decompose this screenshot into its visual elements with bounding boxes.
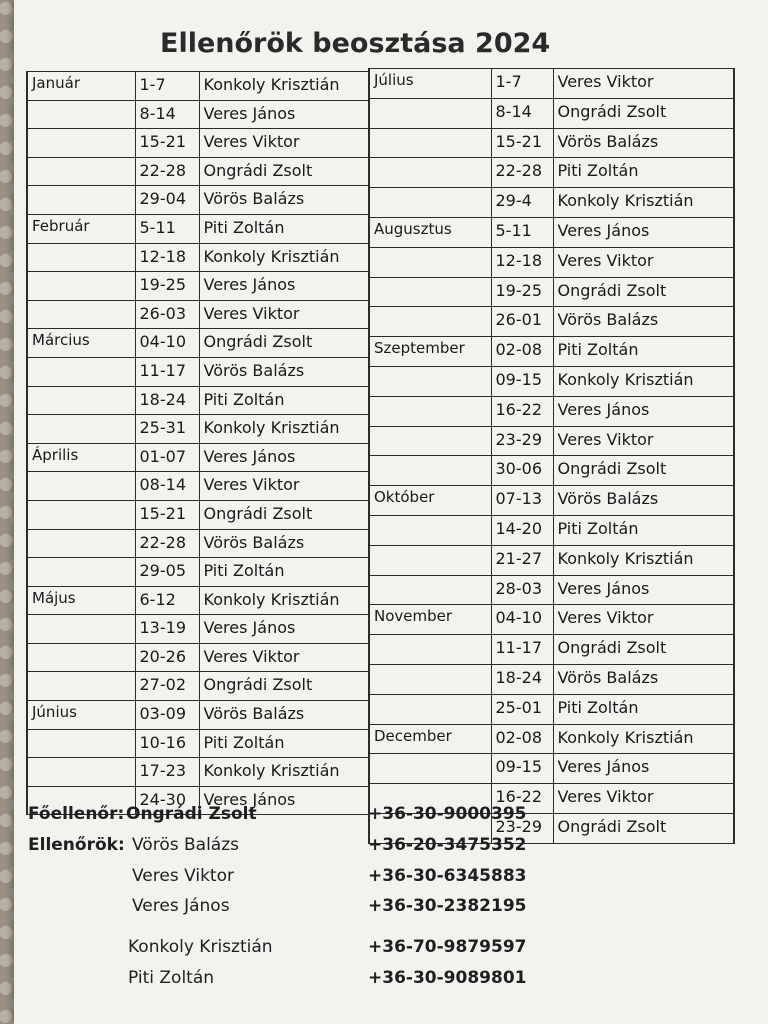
table-row bbox=[369, 754, 734, 784]
month-cell bbox=[27, 157, 135, 186]
inspector-name-cell: Piti Zoltán bbox=[553, 515, 734, 545]
date-range-cell: 18-24 bbox=[135, 386, 199, 415]
inspector-name-cell: Ongrádi Zsolt bbox=[553, 813, 734, 843]
table-row bbox=[27, 157, 369, 186]
date-range-cell: 16-22 bbox=[491, 784, 553, 814]
chief-inspector-label: Főellenőr: bbox=[28, 804, 125, 824]
date-range-cell: 6-12 bbox=[135, 586, 199, 615]
table-row bbox=[369, 98, 734, 128]
month-cell: Április bbox=[27, 443, 135, 472]
month-cell bbox=[369, 128, 491, 158]
inspector-name-cell: Veres Viktor bbox=[199, 300, 369, 329]
inspector-name-cell: Veres János bbox=[553, 754, 734, 784]
date-range-cell: 09-15 bbox=[491, 754, 553, 784]
month-cell: Február bbox=[27, 214, 135, 243]
month-cell bbox=[27, 129, 135, 158]
inspector-name-cell: Veres János bbox=[553, 575, 734, 605]
inspector-name-cell: Veres Viktor bbox=[553, 247, 734, 277]
date-range-cell: 23-29 bbox=[491, 426, 553, 456]
date-range-cell: 28-03 bbox=[491, 575, 553, 605]
table-row bbox=[369, 188, 734, 218]
inspector-name: Konkoly Krisztián bbox=[128, 937, 273, 957]
inspector-name-cell: Piti Zoltán bbox=[199, 558, 369, 587]
schedule-table-left bbox=[26, 71, 370, 815]
inspector-name-cell: Veres Viktor bbox=[553, 605, 734, 635]
inspector-phone: +36-70-9879597 bbox=[368, 937, 527, 957]
table-row bbox=[27, 558, 369, 587]
month-cell bbox=[27, 472, 135, 501]
month-cell bbox=[27, 243, 135, 272]
table-row bbox=[27, 615, 369, 644]
month-cell: December bbox=[369, 724, 491, 754]
inspector-name-cell: Ongrádi Zsolt bbox=[199, 329, 369, 358]
inspector-name-cell: Veres Viktor bbox=[199, 472, 369, 501]
inspector-name-cell: Konkoly Krisztián bbox=[199, 243, 369, 272]
inspector-name-cell: Veres Viktor bbox=[199, 129, 369, 158]
table-row bbox=[27, 415, 369, 444]
month-cell bbox=[27, 558, 135, 587]
table-row bbox=[369, 426, 734, 456]
date-range-cell: 04-10 bbox=[135, 329, 199, 358]
month-cell bbox=[369, 664, 491, 694]
inspector-name-cell: Vörös Balázs bbox=[553, 664, 734, 694]
date-range-cell: 04-10 bbox=[491, 605, 553, 635]
date-range-cell: 02-08 bbox=[491, 337, 553, 367]
inspector-name-cell: Ongrádi Zsolt bbox=[199, 157, 369, 186]
inspector-name-cell: Konkoly Krisztián bbox=[553, 188, 734, 218]
month-cell bbox=[27, 758, 135, 787]
inspector-name-cell: Veres János bbox=[199, 615, 369, 644]
inspector-name-cell: Konkoly Krisztián bbox=[199, 415, 369, 444]
month-cell bbox=[27, 300, 135, 329]
date-range-cell: 5-11 bbox=[491, 217, 553, 247]
page-title: Ellenőrök beosztása 2024 bbox=[160, 28, 551, 59]
table-row bbox=[27, 357, 369, 386]
inspector-name-cell: Piti Zoltán bbox=[553, 337, 734, 367]
date-range-cell: 18-24 bbox=[491, 664, 553, 694]
date-range-cell: 09-15 bbox=[491, 366, 553, 396]
month-cell: Május bbox=[27, 586, 135, 615]
date-range-cell: 19-25 bbox=[135, 272, 199, 301]
table-row bbox=[27, 386, 369, 415]
inspector-name-cell: Veres Viktor bbox=[553, 784, 734, 814]
table-row bbox=[369, 635, 734, 665]
inspector-name-cell: Konkoly Krisztián bbox=[199, 72, 369, 101]
month-cell bbox=[27, 386, 135, 415]
schedule-table-right bbox=[368, 68, 735, 844]
inspector-name-cell: Ongrádi Zsolt bbox=[553, 98, 734, 128]
inspector-phone: +36-30-2382195 bbox=[368, 896, 527, 916]
inspector-name-cell: Veres János bbox=[199, 100, 369, 129]
table-row bbox=[27, 129, 369, 158]
month-cell bbox=[369, 366, 491, 396]
date-range-cell: 11-17 bbox=[135, 357, 199, 386]
month-cell: Szeptember bbox=[369, 337, 491, 367]
date-range-cell: 21-27 bbox=[491, 545, 553, 575]
month-cell bbox=[369, 426, 491, 456]
table-row bbox=[369, 69, 734, 99]
table-row bbox=[27, 586, 369, 615]
month-cell bbox=[369, 575, 491, 605]
inspector-name-cell: Ongrádi Zsolt bbox=[553, 277, 734, 307]
inspector-name-cell: Piti Zoltán bbox=[553, 158, 734, 188]
month-cell bbox=[369, 158, 491, 188]
inspector-name-cell: Piti Zoltán bbox=[553, 694, 734, 724]
month-cell bbox=[369, 545, 491, 575]
month-cell bbox=[369, 277, 491, 307]
inspector-name-cell: Piti Zoltán bbox=[199, 386, 369, 415]
chief-inspector-name: Ongrádi Zsolt bbox=[126, 804, 257, 824]
date-range-cell: 24-30 bbox=[135, 786, 199, 815]
date-range-cell: 30-06 bbox=[491, 456, 553, 486]
table-row bbox=[369, 307, 734, 337]
inspector-name-cell: Veres János bbox=[199, 786, 369, 815]
table-row bbox=[27, 272, 369, 301]
date-range-cell: 26-03 bbox=[135, 300, 199, 329]
inspector-name-cell: Veres Viktor bbox=[199, 643, 369, 672]
date-range-cell: 29-05 bbox=[135, 558, 199, 587]
table-row bbox=[27, 500, 369, 529]
inspector-name-cell: Konkoly Krisztián bbox=[199, 586, 369, 615]
date-range-cell: 11-17 bbox=[491, 635, 553, 665]
date-range-cell: 16-22 bbox=[491, 396, 553, 426]
inspector-name-cell: Veres Viktor bbox=[553, 426, 734, 456]
inspector-name-cell: Veres János bbox=[553, 217, 734, 247]
month-cell bbox=[369, 456, 491, 486]
month-cell: Március bbox=[27, 329, 135, 358]
date-range-cell: 22-28 bbox=[135, 529, 199, 558]
inspector-name-cell: Piti Zoltán bbox=[199, 729, 369, 758]
date-range-cell: 12-18 bbox=[491, 247, 553, 277]
inspector-name-cell: Vörös Balázs bbox=[553, 486, 734, 516]
month-cell: Június bbox=[27, 701, 135, 730]
table-row bbox=[27, 443, 369, 472]
month-cell bbox=[369, 188, 491, 218]
month-cell bbox=[369, 635, 491, 665]
date-range-cell: 12-18 bbox=[135, 243, 199, 272]
date-range-cell: 08-14 bbox=[135, 472, 199, 501]
date-range-cell: 22-28 bbox=[135, 157, 199, 186]
date-range-cell: 10-16 bbox=[135, 729, 199, 758]
table-row bbox=[369, 575, 734, 605]
date-range-cell: 29-4 bbox=[491, 188, 553, 218]
inspector-phone: +36-20-3475352 bbox=[368, 835, 527, 855]
inspector-name: Vörös Balázs bbox=[132, 835, 239, 855]
inspector-name: Veres János bbox=[132, 896, 230, 916]
table-row bbox=[27, 529, 369, 558]
inspector-name-cell: Vörös Balázs bbox=[553, 307, 734, 337]
month-cell bbox=[27, 272, 135, 301]
table-row bbox=[369, 605, 734, 635]
table-row bbox=[27, 329, 369, 358]
inspector-name-cell: Ongrádi Zsolt bbox=[553, 456, 734, 486]
month-cell: Július bbox=[369, 69, 491, 99]
inspector-name-cell: Vörös Balázs bbox=[553, 128, 734, 158]
month-cell bbox=[369, 694, 491, 724]
table-row bbox=[369, 456, 734, 486]
date-range-cell: 8-14 bbox=[491, 98, 553, 128]
table-row bbox=[369, 247, 734, 277]
month-cell bbox=[27, 357, 135, 386]
table-row bbox=[27, 214, 369, 243]
table-row bbox=[27, 472, 369, 501]
date-range-cell: 07-13 bbox=[491, 486, 553, 516]
month-cell bbox=[27, 415, 135, 444]
table-row bbox=[27, 243, 369, 272]
table-row bbox=[27, 672, 369, 701]
table-row bbox=[369, 515, 734, 545]
date-range-cell: 5-11 bbox=[135, 214, 199, 243]
date-range-cell: 15-21 bbox=[135, 500, 199, 529]
inspector-name-cell: Ongrádi Zsolt bbox=[199, 672, 369, 701]
inspector-name-cell: Veres Viktor bbox=[553, 69, 734, 99]
chief-inspector-phone: +36-30-9000395 bbox=[368, 804, 527, 824]
month-cell bbox=[27, 100, 135, 129]
date-range-cell: 17-23 bbox=[135, 758, 199, 787]
inspector-name-cell: Piti Zoltán bbox=[199, 214, 369, 243]
inspector-name-cell: Veres János bbox=[199, 443, 369, 472]
month-cell bbox=[369, 307, 491, 337]
inspector-name-cell: Konkoly Krisztián bbox=[553, 366, 734, 396]
table-row bbox=[369, 337, 734, 367]
month-cell bbox=[27, 615, 135, 644]
month-cell bbox=[369, 396, 491, 426]
table-row bbox=[369, 664, 734, 694]
month-cell bbox=[369, 754, 491, 784]
table-row bbox=[369, 724, 734, 754]
date-range-cell: 27-02 bbox=[135, 672, 199, 701]
table-row bbox=[27, 186, 369, 215]
inspector-name-cell: Veres János bbox=[199, 272, 369, 301]
month-cell bbox=[369, 98, 491, 128]
date-range-cell: 14-20 bbox=[491, 515, 553, 545]
date-range-cell: 29-04 bbox=[135, 186, 199, 215]
inspector-name-cell: Konkoly Krisztián bbox=[553, 724, 734, 754]
inspectors-label: Ellenőrök: bbox=[28, 835, 125, 855]
month-cell: November bbox=[369, 605, 491, 635]
table-row bbox=[27, 701, 369, 730]
inspector-name-cell: Veres János bbox=[553, 396, 734, 426]
inspector-name-cell: Vörös Balázs bbox=[199, 357, 369, 386]
date-range-cell: 02-08 bbox=[491, 724, 553, 754]
date-range-cell: 19-25 bbox=[491, 277, 553, 307]
table-row bbox=[369, 277, 734, 307]
table-row bbox=[369, 128, 734, 158]
month-cell bbox=[27, 529, 135, 558]
date-range-cell: 20-26 bbox=[135, 643, 199, 672]
month-cell bbox=[27, 500, 135, 529]
month-cell: Január bbox=[27, 72, 135, 101]
table-row bbox=[369, 694, 734, 724]
table-row bbox=[27, 72, 369, 101]
inspector-name-cell: Konkoly Krisztián bbox=[199, 758, 369, 787]
table-row bbox=[27, 300, 369, 329]
month-cell bbox=[27, 643, 135, 672]
inspector-name-cell: Ongrádi Zsolt bbox=[553, 635, 734, 665]
table-row bbox=[369, 217, 734, 247]
month-cell bbox=[27, 729, 135, 758]
date-range-cell: 13-19 bbox=[135, 615, 199, 644]
month-cell: Augusztus bbox=[369, 217, 491, 247]
inspector-name-cell: Konkoly Krisztián bbox=[553, 545, 734, 575]
table-row bbox=[27, 643, 369, 672]
inspector-name-cell: Vörös Balázs bbox=[199, 701, 369, 730]
date-range-cell: 8-14 bbox=[135, 100, 199, 129]
date-range-cell: 15-21 bbox=[135, 129, 199, 158]
table-row bbox=[27, 100, 369, 129]
month-cell bbox=[27, 186, 135, 215]
inspector-name-cell: Ongrádi Zsolt bbox=[199, 500, 369, 529]
inspector-phone: +36-30-9089801 bbox=[368, 968, 527, 988]
table-row bbox=[27, 729, 369, 758]
date-range-cell: 25-01 bbox=[491, 694, 553, 724]
date-range-cell: 25-31 bbox=[135, 415, 199, 444]
inspector-name: Piti Zoltán bbox=[128, 968, 215, 988]
table-row bbox=[369, 486, 734, 516]
inspector-name: Veres Viktor bbox=[132, 866, 234, 886]
date-range-cell: 15-21 bbox=[491, 128, 553, 158]
date-range-cell: 01-07 bbox=[135, 443, 199, 472]
table-row bbox=[27, 758, 369, 787]
month-cell bbox=[27, 672, 135, 701]
date-range-cell: 03-09 bbox=[135, 701, 199, 730]
date-range-cell: 1-7 bbox=[491, 69, 553, 99]
month-cell: Október bbox=[369, 486, 491, 516]
date-range-cell: 23-29 bbox=[491, 813, 553, 843]
date-range-cell: 26-01 bbox=[491, 307, 553, 337]
table-row bbox=[369, 396, 734, 426]
inspector-phone: +36-30-6345883 bbox=[368, 866, 527, 886]
table-row bbox=[369, 545, 734, 575]
table-row bbox=[369, 366, 734, 396]
date-range-cell: 22-28 bbox=[491, 158, 553, 188]
inspector-name-cell: Vörös Balázs bbox=[199, 186, 369, 215]
date-range-cell: 1-7 bbox=[135, 72, 199, 101]
month-cell bbox=[369, 515, 491, 545]
inspector-name-cell: Vörös Balázs bbox=[199, 529, 369, 558]
table-row bbox=[369, 158, 734, 188]
month-cell bbox=[369, 247, 491, 277]
